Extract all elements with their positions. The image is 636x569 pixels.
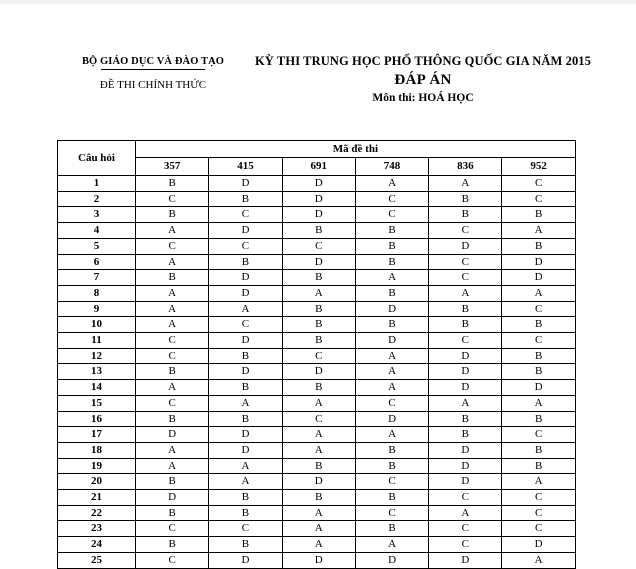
answer-cell-748: A [355,270,428,286]
answer-cell-357: D [136,490,209,506]
answer-cell-952: A [502,552,575,568]
answer-cell-415: A [209,395,282,411]
question-number: 4 [58,223,136,239]
answer-cell-357: A [136,380,209,396]
answer-cell-952: C [502,490,575,506]
answer-cell-415: A [209,458,282,474]
answer-cell-952: D [502,254,575,270]
answer-cell-952: C [502,191,575,207]
answer-cell-748: B [355,238,428,254]
answer-cell-415: B [209,505,282,521]
table-row [58,364,576,380]
exam-title: KỲ THI TRUNG HỌC PHỔ THÔNG QUỐC GIA NĂM 2015 [254,54,592,68]
answer-cell-415: D [209,442,282,458]
question-number: 15 [58,395,136,411]
question-number: 3 [58,207,136,223]
answer-cell-748: A [355,537,428,553]
answer-cell-748: C [355,191,428,207]
answer-cell-836: B [429,301,502,317]
answer-cell-415: B [209,490,282,506]
answer-cell-691: B [282,317,355,333]
ministry-name: BỘ GIÁO DỤC VÀ ĐÀO TẠO [81,56,225,67]
table-row [58,380,576,396]
answer-cell-836: A [429,285,502,301]
answer-cell-836: B [429,427,502,443]
answer-cell-415: D [209,223,282,239]
table-row [58,317,576,333]
answer-cell-415: B [209,411,282,427]
answer-cell-748: B [355,223,428,239]
answer-cell-357: D [136,427,209,443]
answer-cell-357: C [136,333,209,349]
answer-cell-748: D [355,333,428,349]
answer-cell-952: A [502,285,575,301]
question-number: 19 [58,458,136,474]
answer-cell-415: D [209,270,282,286]
answer-cell-415: B [209,537,282,553]
table-row [58,395,576,411]
answer-cell-691: A [282,442,355,458]
answer-cell-691: A [282,395,355,411]
answer-cell-748: A [355,364,428,380]
answer-cell-357: B [136,176,209,192]
table-row [58,427,576,443]
answer-cell-836: B [429,207,502,223]
answer-cell-691: D [282,364,355,380]
table-row [58,552,576,568]
table-row [58,285,576,301]
answer-cell-836: C [429,537,502,553]
answer-cell-357: A [136,301,209,317]
answer-cell-691: A [282,537,355,553]
answer-cell-836: C [429,254,502,270]
header-left-block [46,56,260,91]
answer-cell-952: D [502,537,575,553]
answer-cell-952: B [502,364,575,380]
answer-key-table [57,140,576,569]
answer-cell-357: C [136,238,209,254]
question-number: 21 [58,490,136,506]
question-number: 7 [58,270,136,286]
answer-cell-836: A [429,176,502,192]
answer-cell-836: D [429,380,502,396]
answer-cell-836: D [429,348,502,364]
table-row [58,191,576,207]
answer-cell-691: A [282,505,355,521]
question-number: 13 [58,364,136,380]
table-header-row-codes [58,158,576,176]
table-row [58,223,576,239]
answer-cell-836: C [429,521,502,537]
question-number: 9 [58,301,136,317]
table-row [58,537,576,553]
answer-cell-415: C [209,317,282,333]
answer-cell-415: D [209,364,282,380]
answer-cell-691: D [282,207,355,223]
answer-cell-748: B [355,317,428,333]
answer-cell-691: C [282,348,355,364]
answer-cell-357: B [136,364,209,380]
answer-cell-357: A [136,442,209,458]
answer-cell-748: B [355,490,428,506]
table-head [58,141,576,176]
ministry-underline [101,69,205,70]
answer-cell-415: B [209,348,282,364]
table-row [58,238,576,254]
answer-cell-836: D [429,364,502,380]
answer-cell-748: C [355,207,428,223]
table-row [58,474,576,490]
answer-cell-952: C [502,521,575,537]
answer-cell-415: D [209,333,282,349]
question-number: 14 [58,380,136,396]
question-number: 20 [58,474,136,490]
answer-cell-357: C [136,348,209,364]
answer-cell-748: A [355,427,428,443]
answer-cell-952: B [502,317,575,333]
answer-cell-748: A [355,380,428,396]
answer-cell-415: D [209,552,282,568]
table-row [58,270,576,286]
answer-cell-415: C [209,521,282,537]
answer-cell-748: B [355,254,428,270]
answer-cell-748: B [355,442,428,458]
exam-code-header-691: 691 [282,158,355,176]
answer-cell-691: B [282,458,355,474]
question-number: 6 [58,254,136,270]
answer-cell-415: B [209,380,282,396]
answer-cell-415: D [209,285,282,301]
table-header-row-group [58,141,576,158]
answer-cell-836: C [429,270,502,286]
answer-cell-357: A [136,254,209,270]
table-row [58,458,576,474]
answer-cell-691: A [282,521,355,537]
answer-cell-748: C [355,505,428,521]
table-row [58,207,576,223]
answer-cell-691: B [282,270,355,286]
answer-cell-357: B [136,411,209,427]
question-number: 10 [58,317,136,333]
question-number: 18 [58,442,136,458]
table-row [58,254,576,270]
question-number: 22 [58,505,136,521]
answer-cell-691: D [282,176,355,192]
answer-cell-357: C [136,521,209,537]
answer-table-container [57,140,575,569]
answer-cell-691: B [282,490,355,506]
question-number: 16 [58,411,136,427]
answer-cell-836: C [429,223,502,239]
answer-cell-952: C [502,301,575,317]
answer-cell-691: A [282,285,355,301]
answer-cell-691: B [282,380,355,396]
answer-cell-415: D [209,427,282,443]
answer-cell-691: B [282,301,355,317]
answer-cell-357: A [136,285,209,301]
table-row [58,348,576,364]
question-number: 11 [58,333,136,349]
answer-cell-748: D [355,552,428,568]
answer-cell-357: A [136,317,209,333]
question-number: 2 [58,191,136,207]
answer-cell-952: D [502,270,575,286]
answer-cell-952: C [502,176,575,192]
table-row [58,505,576,521]
answer-cell-748: B [355,458,428,474]
answer-cell-836: D [429,442,502,458]
answer-cell-691: B [282,223,355,239]
answer-cell-691: D [282,254,355,270]
answer-cell-952: C [502,427,575,443]
answer-cell-748: B [355,521,428,537]
answer-cell-691: B [282,333,355,349]
official-exam-label: ĐỀ THI CHÍNH THỨC [99,79,207,91]
answer-cell-952: B [502,442,575,458]
question-number: 5 [58,238,136,254]
answer-cell-415: A [209,301,282,317]
answer-cell-952: C [502,333,575,349]
answer-cell-691: C [282,411,355,427]
answer-cell-952: B [502,411,575,427]
answer-cell-748: C [355,474,428,490]
exam-code-header-357: 357 [136,158,209,176]
answer-cell-691: A [282,427,355,443]
answer-cell-357: B [136,505,209,521]
answer-cell-357: C [136,552,209,568]
answer-cell-952: A [502,395,575,411]
answer-cell-357: C [136,395,209,411]
answer-cell-691: D [282,474,355,490]
answer-cell-357: C [136,191,209,207]
answer-cell-357: A [136,458,209,474]
answer-cell-415: B [209,191,282,207]
question-number: 8 [58,285,136,301]
answer-cell-952: D [502,380,575,396]
document-header [0,4,636,104]
question-number: 23 [58,521,136,537]
answer-cell-748: C [355,395,428,411]
table-row [58,301,576,317]
answer-cell-357: A [136,223,209,239]
answer-cell-952: B [502,207,575,223]
answer-key-title: ĐÁP ÁN [394,72,452,88]
answer-cell-748: A [355,348,428,364]
table-row [58,411,576,427]
answer-cell-415: B [209,254,282,270]
answer-cell-748: D [355,411,428,427]
answer-cell-748: B [355,285,428,301]
answer-cell-836: D [429,474,502,490]
table-body [58,176,576,569]
subject-label: Môn thi: HOÁ HỌC [372,92,474,104]
answer-cell-836: B [429,191,502,207]
answer-cell-836: D [429,238,502,254]
question-number: 24 [58,537,136,553]
question-number: 17 [58,427,136,443]
header-right-block [243,54,603,104]
question-number: 1 [58,176,136,192]
answer-cell-415: D [209,176,282,192]
answer-cell-836: B [429,317,502,333]
answer-cell-952: B [502,458,575,474]
exam-code-header-836: 836 [429,158,502,176]
answer-cell-952: B [502,348,575,364]
answer-cell-415: C [209,207,282,223]
answer-cell-836: A [429,395,502,411]
answer-cell-836: B [429,411,502,427]
answer-cell-748: A [355,176,428,192]
answer-cell-836: C [429,333,502,349]
exam-code-header-748: 748 [355,158,428,176]
table-row [58,490,576,506]
answer-cell-952: A [502,474,575,490]
answer-cell-357: B [136,207,209,223]
answer-cell-691: D [282,552,355,568]
question-number: 12 [58,348,136,364]
answer-cell-357: B [136,537,209,553]
table-row [58,442,576,458]
answer-cell-691: D [282,191,355,207]
answer-cell-836: A [429,505,502,521]
exam-code-header-952: 952 [502,158,575,176]
answer-cell-836: C [429,490,502,506]
answer-cell-357: B [136,270,209,286]
table-row [58,333,576,349]
question-number: 25 [58,552,136,568]
question-column-header: Câu hỏi [58,141,136,176]
answer-cell-952: C [502,505,575,521]
answer-cell-415: A [209,474,282,490]
answer-cell-836: D [429,458,502,474]
document-page [0,4,636,566]
table-row [58,176,576,192]
answer-cell-952: B [502,238,575,254]
answer-cell-357: B [136,474,209,490]
answer-cell-952: A [502,223,575,239]
answer-cell-748: D [355,301,428,317]
table-row [58,521,576,537]
exam-code-group-header: Mã đề thi [136,141,576,158]
answer-cell-691: C [282,238,355,254]
answer-cell-836: D [429,552,502,568]
answer-cell-415: C [209,238,282,254]
exam-code-header-415: 415 [209,158,282,176]
